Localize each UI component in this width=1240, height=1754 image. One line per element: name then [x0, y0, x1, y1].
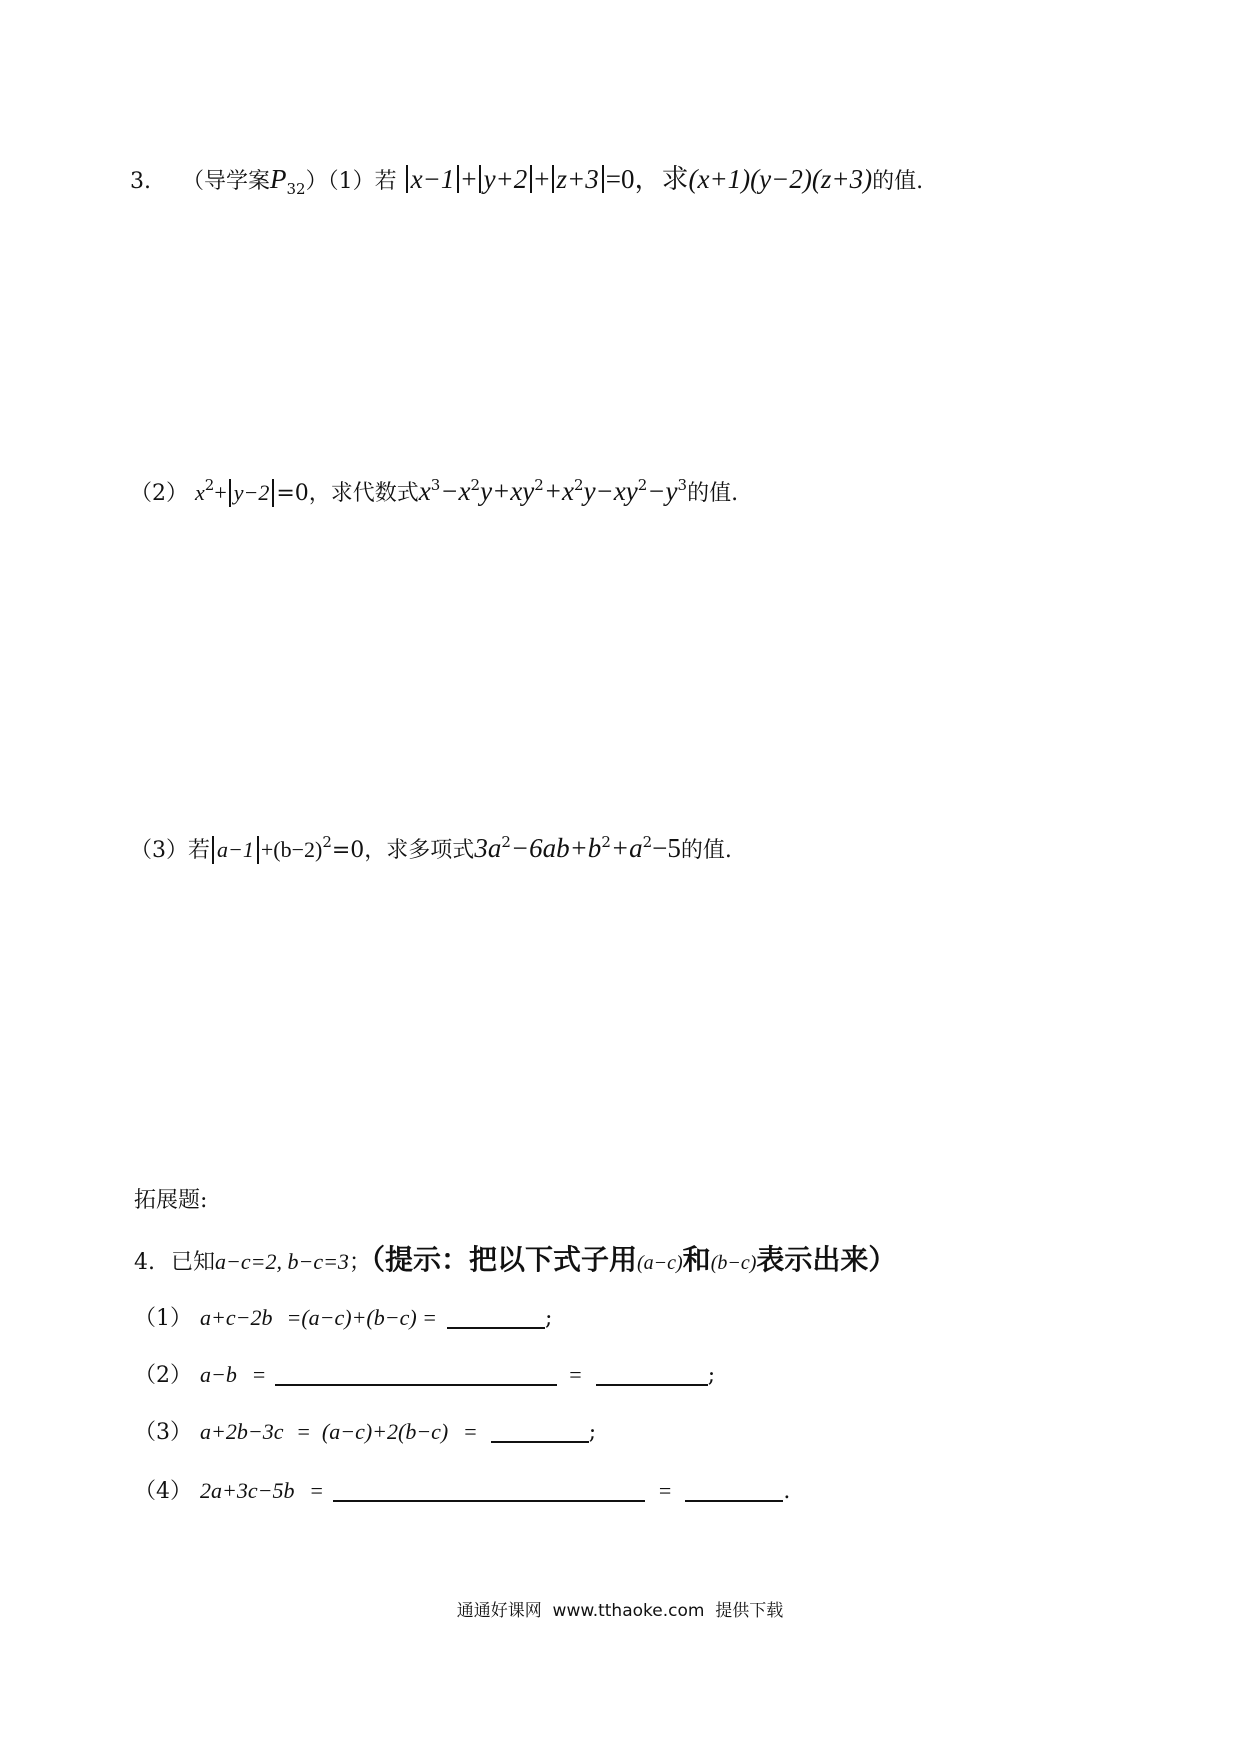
extension-heading [134, 1186, 207, 1216]
q4-item-4-label: （4） [134, 1479, 192, 1504]
q3-p3-eq: =0，求多项式 [331, 838, 475, 863]
q4-item-2 [134, 1360, 715, 1391]
q3-p1-abs2: y+2 [479, 165, 533, 193]
q3-p3-e3: +a [610, 833, 643, 863]
q3-p2-x-exp: 2 [204, 476, 215, 494]
q3-p2-t2e: 2 [470, 476, 481, 494]
q3-p1-abs3: z+3 [552, 165, 604, 193]
q3-p2-t4e: 2 [574, 476, 584, 494]
q4-item-2-end: ; [707, 1363, 716, 1388]
q3-p2-t6: −y [647, 476, 678, 506]
q3-p3-mid-exp: 2 [322, 833, 332, 851]
q3-p1-abs1: x−1 [406, 165, 460, 193]
q4-item-3-eq1: = [297, 1419, 310, 1444]
q4-item-3-rhs: (a−c)+2(b−c) [321, 1419, 449, 1444]
answer-blank[interactable] [275, 1362, 557, 1386]
footer [0, 1596, 1240, 1626]
footer-text: 通通好课网 www.tthaoke.com 提供下载 [456, 1601, 784, 1621]
q3-p3-abs: a−1 [212, 836, 259, 864]
q3-p3-e2e: 2 [601, 833, 611, 851]
q4-item-1-label: （1） [134, 1306, 192, 1331]
q3-p2-plus: + [214, 480, 227, 505]
q3-p1-tail: 的值. [872, 169, 924, 194]
q4-number: 4. [134, 1250, 155, 1275]
q4-item-1-eq1: =(a−c)+(b−c) = [286, 1305, 438, 1330]
q4-item-2-label: （2） [134, 1363, 192, 1388]
q4-hint-p2: (b−c) [710, 1252, 757, 1274]
answer-blank[interactable] [491, 1419, 589, 1443]
q4-item-2-eq1: = [252, 1362, 266, 1387]
q3-p1-expr: (x+1)(y−2)(z+3) [688, 164, 873, 194]
q3-p2-abs: y−2 [229, 479, 275, 507]
q4-item-1-expr: a+c−2b [200, 1305, 273, 1330]
q4-item-3 [134, 1417, 596, 1448]
q4-hint-open: （提示：把以下式子用 [370, 1243, 637, 1276]
q4-header [134, 1245, 896, 1278]
q4-item-1 [134, 1303, 552, 1334]
extension-heading-text: 拓展题: [134, 1188, 208, 1213]
q3-p3-e4: −5 [652, 833, 681, 863]
q3-p2-t2: −x [440, 476, 471, 506]
q3-p3-tail: 的值. [680, 838, 732, 863]
q3-part-2 [130, 476, 738, 509]
q4-item-4-eq2: = [658, 1478, 672, 1503]
q4-item-4-end: . [783, 1479, 791, 1504]
q3-p1-plus1: + [461, 164, 477, 194]
q3-p2-t3: y+xy [480, 476, 535, 506]
q3-p1-plus2: + [534, 164, 550, 194]
q3-p2-t1e: 3 [430, 476, 441, 494]
q4-sep: ； [348, 1250, 371, 1275]
q3-source-suffix: ）（1）若 [305, 169, 397, 194]
q3-p2-eq: =0，求代数式 [276, 481, 419, 506]
q4-item-3-label: （3） [134, 1420, 192, 1445]
q4-hint [371, 1243, 896, 1276]
answer-blank[interactable] [333, 1478, 645, 1502]
q3-p2-t5: y−xy [583, 476, 638, 506]
q3-p3-e3e: 2 [642, 833, 653, 851]
q4-item-3-end: ; [588, 1420, 597, 1445]
answer-blank[interactable] [596, 1362, 708, 1386]
answer-blank[interactable] [447, 1305, 545, 1329]
q3-p2-t5e: 2 [637, 476, 648, 494]
q3-p3-e1: 3a [474, 833, 502, 863]
q3-p2-tail: 的值. [687, 481, 739, 506]
q4-item-2-eq2: = [569, 1362, 582, 1387]
q4-item-2-expr: a−b [200, 1362, 237, 1387]
q4-given: a−c=2, b−c=3 [215, 1249, 349, 1274]
q3-line-1 [130, 164, 923, 197]
q4-item-4-expr: 2a+3c−5b [200, 1478, 295, 1503]
q3-p1-eq: =0，求 [605, 164, 689, 194]
q3-p3-label: （3）若 [130, 838, 210, 863]
q4-item-3-expr: a+2b−3c [200, 1419, 284, 1444]
q3-p3-e2: −6ab+b [510, 833, 602, 863]
q4-hint-close: 表示出来） [756, 1243, 897, 1276]
q4-item-4-eq1: = [310, 1478, 323, 1503]
q3-p2-t3e: 2 [534, 476, 544, 494]
q3-p2-t6e: 3 [677, 476, 688, 494]
q4-item-4 [134, 1476, 790, 1507]
q4-item-1-end: ; [545, 1306, 553, 1331]
q3-source-p: P [270, 164, 287, 194]
q3-p2-label: （2） [130, 481, 188, 506]
answer-blank[interactable] [685, 1478, 783, 1502]
q3-number: 3. [130, 169, 151, 194]
q4-hint-p1: (a−c) [636, 1252, 683, 1274]
q4-item-3-eq2: = [464, 1419, 477, 1444]
q3-source-sub: 32 [286, 180, 306, 198]
q3-part-3 [130, 833, 732, 866]
q3-p3-mid: +(b−2) [260, 837, 323, 862]
q3-p2-t4: +x [543, 476, 575, 506]
q3-source-prefix: （导学案 [182, 169, 271, 194]
q3-p2-t1: x [418, 476, 431, 506]
q3-p3-e1e: 2 [501, 833, 511, 851]
q3-p2-x: x [195, 480, 205, 505]
q4-hint-and: 和 [682, 1243, 711, 1276]
q4-given-prefix: 已知 [171, 1250, 216, 1275]
